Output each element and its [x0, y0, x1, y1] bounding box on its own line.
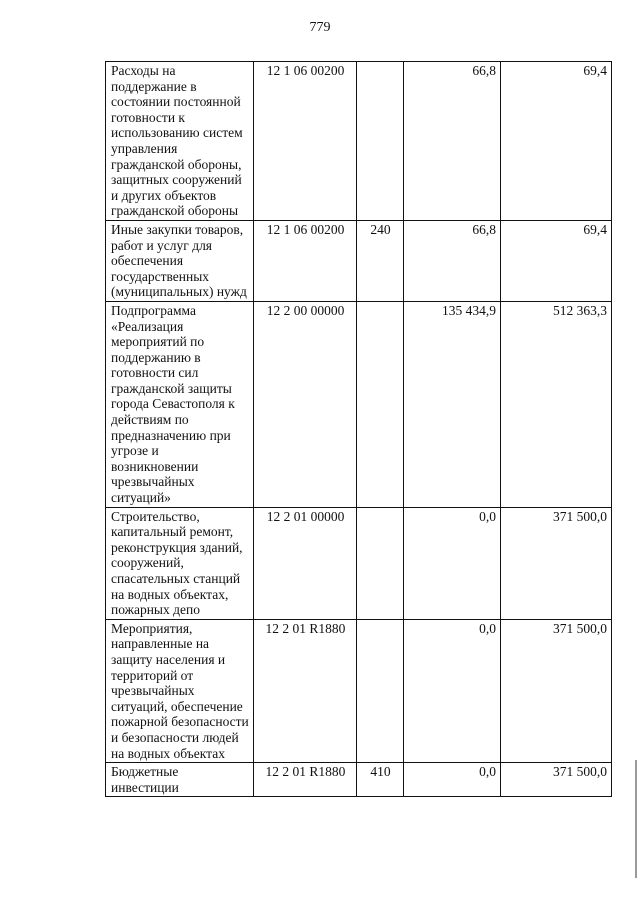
row-name-cell: Расходы на поддержание в состоянии постоянной готовности к использованию систем управления гражданской обороны, защитных сооружений и других объектов гражданской обороны	[106, 62, 254, 221]
expense-type-cell	[357, 301, 404, 507]
amount-year-2-cell: 69,4	[501, 220, 612, 301]
amount-year-2-cell: 371 500,0	[501, 507, 612, 619]
amount-year-1-cell: 0,0	[404, 507, 501, 619]
table-row	[106, 301, 612, 507]
scan-edge-mark	[635, 760, 637, 878]
amount-year-1-cell: 66,8	[404, 220, 501, 301]
amount-year-1-cell: 0,0	[404, 763, 501, 797]
table-row	[106, 507, 612, 619]
amount-year-2-cell: 69,4	[501, 62, 612, 221]
target-article-code-cell: 12 2 01 00000	[254, 507, 357, 619]
row-name-cell: Иные закупки товаров, работ и услуг для обеспечения государственных (муниципальных) нужд	[106, 220, 254, 301]
amount-year-1-cell: 66,8	[404, 62, 501, 221]
expense-type-cell	[357, 507, 404, 619]
row-name-cell: Бюджетные инвестиции	[106, 763, 254, 797]
target-article-code-cell: 12 2 01 R1880	[254, 763, 357, 797]
row-name-cell: Строительство, капитальный ремонт, реконструкция зданий, сооружений, спасательных станций на водных объектах, пожарных депо	[106, 507, 254, 619]
page-number: 779	[309, 20, 331, 35]
amount-year-1-cell: 135 434,9	[404, 301, 501, 507]
expense-type-cell	[357, 619, 404, 762]
table-row	[106, 62, 612, 221]
row-name-cell: Мероприятия, направленные на защиту населения и территорий от чрезвычайных ситуаций, обеспечение пожарной безопасности и безопасности людей на водных объектах	[106, 619, 254, 762]
target-article-code-cell: 12 2 00 00000	[254, 301, 357, 507]
target-article-code-cell: 12 2 01 R1880	[254, 619, 357, 762]
expense-type-cell	[357, 62, 404, 221]
table-row	[106, 220, 612, 301]
amount-year-2-cell: 371 500,0	[501, 763, 612, 797]
expense-type-cell: 240	[357, 220, 404, 301]
table-row	[106, 619, 612, 762]
expense-type-cell: 410	[357, 763, 404, 797]
target-article-code-cell: 12 1 06 00200	[254, 62, 357, 221]
amount-year-2-cell: 371 500,0	[501, 619, 612, 762]
amount-year-2-cell: 512 363,3	[501, 301, 612, 507]
row-name-cell: Подпрограмма «Реализация мероприятий по поддержанию в готовности сил гражданской защиты города Севастополя к действиям по предназначению при угрозе и возникновении чрезвычайных ситуаций»	[106, 301, 254, 507]
target-article-code-cell: 12 1 06 00200	[254, 220, 357, 301]
table-row	[106, 763, 612, 797]
amount-year-1-cell: 0,0	[404, 619, 501, 762]
budget-table	[105, 61, 612, 797]
